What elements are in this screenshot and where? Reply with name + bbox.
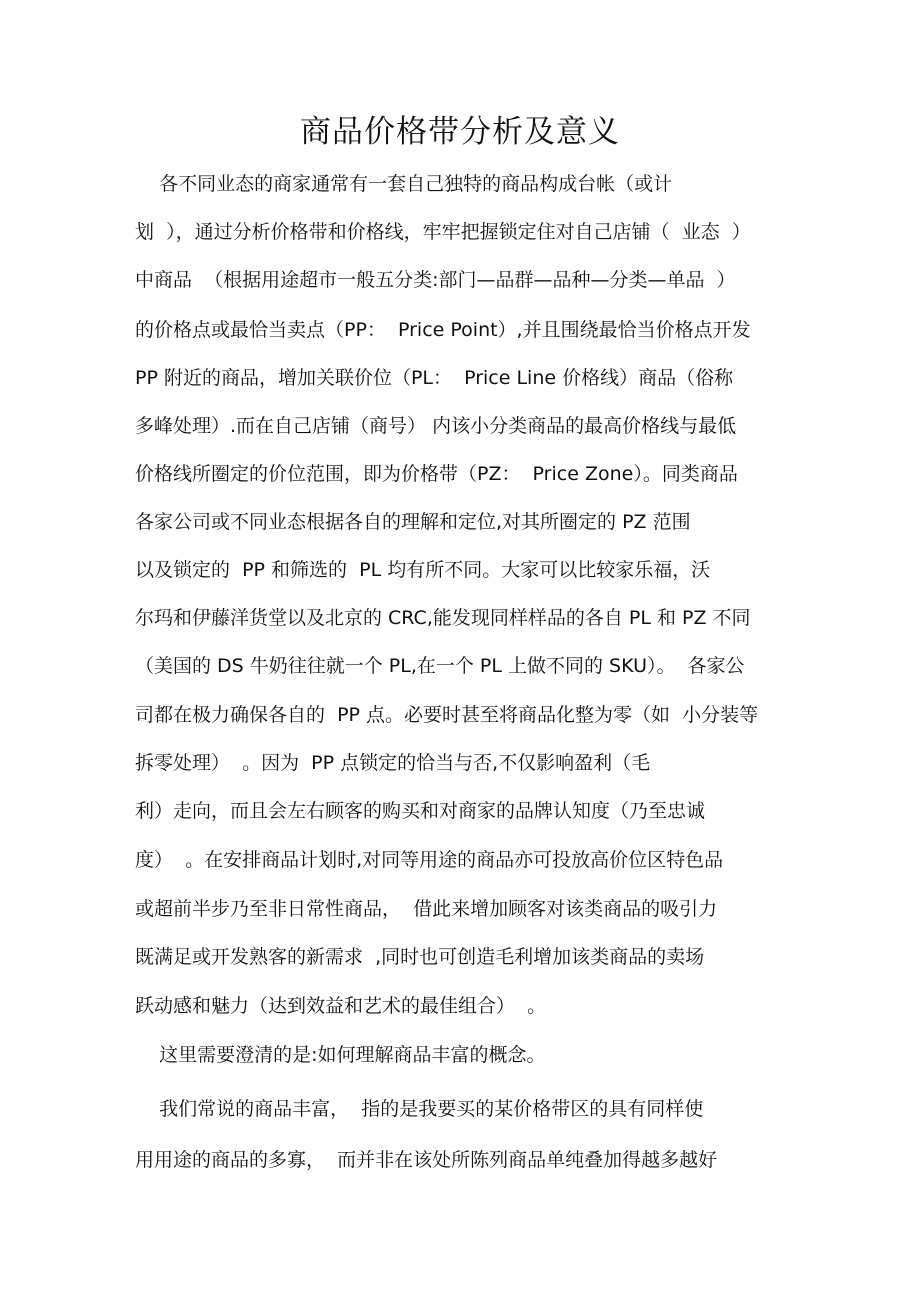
document-title: 商品价格带分析及意义 xyxy=(300,114,620,150)
paragraph-line: 多峰处理）.而在自己店铺（商号） 内该小分类商品的最高价格线与最低 xyxy=(135,415,737,437)
paragraph-line: 以及锁定的 PP 和筛选的 PL 均有所不同。大家可以比较家乐福，沃 xyxy=(135,559,711,581)
paragraph-line: 既满足或开发熟客的新需求 ,同时也可创造毛利增加该类商品的卖场 xyxy=(135,946,705,968)
paragraph-line: 中商品 （根据用途超市一般五分类:部门—品群—品种—分类—单品 ） xyxy=(135,269,736,291)
paragraph-line: 跃动感和魅力（达到效益和艺术的最佳组合） 。 xyxy=(135,995,547,1017)
paragraph-line: 利）走向，而且会左右顾客的购买和对商家的品牌认知度（乃至忠诚 xyxy=(135,800,706,822)
paragraph-line: 这里需要澄清的是:如何理解商品丰富的概念。 xyxy=(135,1044,546,1066)
paragraph-line: 各不同业态的商家通常有一套自己独特的商品构成台帐（或计 xyxy=(135,173,673,195)
paragraph-line: 各家公司或不同业态根据各自的理解和定位,对其所圈定的 PZ 范围 xyxy=(135,511,691,533)
paragraph-line: 的价格点或最恰当卖点（PP： Price Point）,并且围绕最恰当价格点开发 xyxy=(135,319,751,341)
paragraph-line: （美国的 DS 牛奶往往就一个 PL,在一个 PL 上做不同的 SKU）。 各家公 xyxy=(135,655,745,677)
paragraph-line: 价格线所圈定的价位范围，即为价格带（PZ： Price Zone）。同类商品 xyxy=(135,463,738,485)
paragraph-line: 拆零处理） 。因为 PP 点锁定的恰当与否,不仅影响盈利（毛 xyxy=(135,752,651,774)
paragraph-line: 度） 。在安排商品计划时,对同等用途的商品亦可投放高价位区特色品 xyxy=(135,849,724,871)
paragraph-line: 用用途的商品的多寡， 而并非在该处所陈列商品单纯叠加得越多越好 xyxy=(135,1149,718,1171)
paragraph-line: 司都在极力确保各自的 PP 点。必要时甚至将商品化整为零（如 小分装等 xyxy=(135,704,759,726)
paragraph-line: 或超前半步乃至非日常性商品， 借此来增加顾客对该类商品的吸引力 xyxy=(135,898,718,920)
paragraph-line: 划 ），通过分析价格带和价格线，牢牢把握锁定住对自己店铺（ 业态 ） xyxy=(135,221,751,243)
paragraph-line: 尔玛和伊藤洋货堂以及北京的 CRC,能发现同样样品的各自 PL 和 PZ 不同 xyxy=(135,607,751,629)
paragraph-line: 我们常说的商品丰富， 指的是我要买的某价格带区的具有同样使 xyxy=(135,1098,704,1120)
paragraph-line: PP 附近的商品，增加关联价位（PL： Price Line 价格线）商品（俗称 xyxy=(135,367,734,389)
